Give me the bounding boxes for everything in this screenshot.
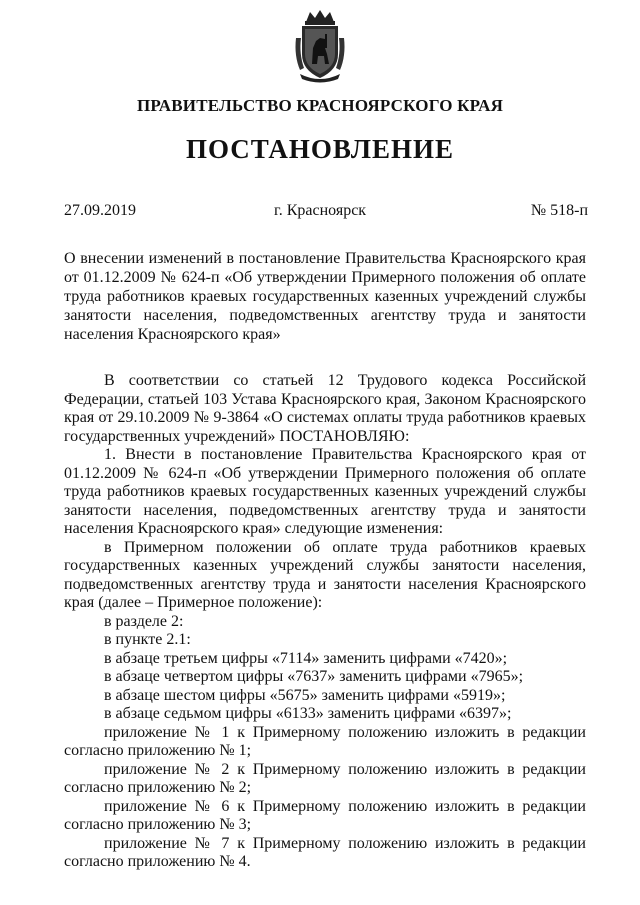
document-number: № 518-п: [530, 202, 588, 219]
body-paragraph-appendix: приложение № 7 к Примерному положению изложить в редакции согласно приложению № 4.: [64, 834, 586, 870]
document-city: г. Красноярск: [273, 202, 367, 219]
krasnoyarsk-coat-of-arms-icon: [292, 8, 348, 84]
body-paragraph-appendix: приложение № 1 к Примерному положению изложить в редакции согласно приложению № 1;: [64, 723, 586, 759]
document-date: 27.09.2019: [64, 202, 136, 219]
body-paragraph-change: в абзаце шестом цифры «5675» заменить цифрами «5919»;: [104, 686, 506, 704]
body-paragraph-item-1: 1. Внести в постановление Правительства Красноярского края от 01.12.2009 № 624-п «Об утверждении Примерного положения об оплате труда работников краевых государственных казенных учреждений службы занятости населения, подведомственных агентству труда и занятости населения Красноярского края» следующие изменения:: [64, 446, 586, 537]
body-paragraph-change: в абзаце седьмом цифры «6133» заменить цифрами «6397»;: [104, 705, 512, 722]
body-paragraph-appendix: приложение № 6 к Примерному положению изложить в редакции согласно приложению № 3;: [64, 797, 586, 833]
body-paragraph-section: в разделе 2:: [104, 612, 184, 630]
body-paragraph-preamble: В соответствии со статьей 12 Трудового кодекса Российской Федерации, статьей 103 Устава Красноярского края, Законом Красноярского края от 29.10.2009 № 9-3864 «О системах оплаты труда работников краевых государственных учреждений» ПОСТАНОВЛЯЮ:: [64, 372, 586, 445]
document-type-title: ПОСТАНОВЛЕНИЕ: [185, 134, 455, 164]
government-name: ПРАВИТЕЛЬСТВО КРАСНОЯРСКОГО КРАЯ: [136, 96, 504, 115]
body-paragraph-change: в абзаце третьем цифры «7114» заменить цифрами «7420»;: [104, 649, 508, 667]
body-paragraph-clause: в пункте 2.1:: [104, 631, 191, 648]
body-paragraph-change: в абзаце четвертом цифры «7637» заменить цифрами «7965»;: [104, 668, 524, 685]
document-subject: О внесении изменений в постановление Правительства Красноярского края от 01.12.2009 № 624-п «Об утверждении Примерного положения об оплате труда работников краевых государственных казенных учреждений службы занятости населения, подведомственных агентству труда и занятости населения Красноярского края»: [64, 250, 586, 343]
body-paragraph-regulation: в Примерном положении об оплате труда работников краевых государственных казенных учреждений службы занятости населения, подведомственных агентству труда и занятости населения Красноярского края (далее – Примерное положение):: [64, 538, 586, 611]
document-body: [64, 372, 586, 872]
body-paragraph-appendix: приложение № 2 к Примерному положению изложить в редакции согласно приложению № 2;: [64, 760, 586, 796]
